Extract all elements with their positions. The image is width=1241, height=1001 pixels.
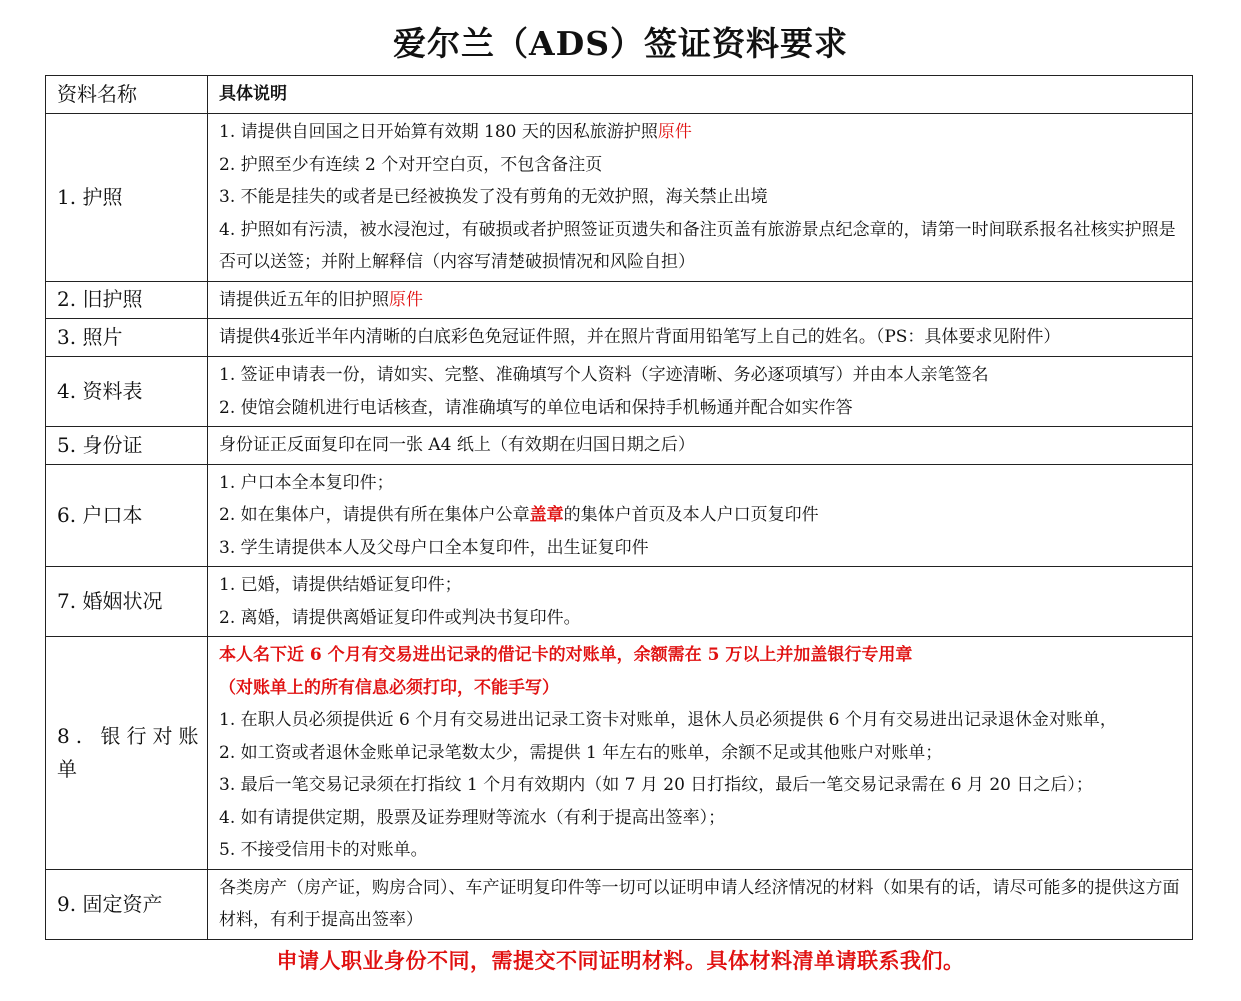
warning-line: 本人名下近 6 个月有交易进出记录的借记卡的对账单，余额需在 5 万以上并加盖银行专用章 — [219, 645, 913, 665]
row-desc-id-card — [208, 427, 1193, 465]
table-row-id-card — [46, 427, 1193, 465]
row-desc-household-register — [208, 464, 1193, 567]
row-name-id-card: 5. 身份证 — [46, 427, 208, 465]
table-row-household-register — [46, 464, 1193, 567]
table-row-passport — [46, 114, 1193, 282]
desc-line: 1. 请提供自回国之日开始算有效期 180 天的因私旅游护照原件 — [219, 122, 692, 142]
desc-line: 4. 护照如有污渍，被水浸泡过，有破损或者护照签证页遗失和备注页盖有旅游景点纪念章的，请第一时间联系报名社核实护照是否可以送签；并附上解释信（内容写清楚破损情况和风险自担） — [219, 219, 1176, 272]
desc-line: 4. 如有请提供定期，股票及证券理财等流水（有利于提高出签率）； — [219, 807, 726, 828]
row-desc-bank-statement — [208, 637, 1193, 870]
row-name-photo: 3. 照片 — [46, 319, 208, 357]
table-header-row — [46, 76, 1193, 114]
row-name-fixed-assets: 9. 固定资产 — [46, 869, 208, 939]
header-desc-cell: 具体说明 — [208, 76, 1193, 114]
desc-line: 5. 不接受信用卡的对账单。 — [219, 840, 428, 860]
desc-line: 2. 如工资或者退休金账单记录笔数太少，需提供 1 年左右的账单，余额不足或其他账户对账单； — [219, 742, 943, 763]
row-desc-fixed-assets — [208, 869, 1193, 939]
row-desc-passport — [208, 114, 1193, 282]
warning-line: （对账单上的所有信息必须打印，不能手写） — [219, 677, 559, 698]
desc-line: 3. 学生请提供本人及父母户口全本复印件，出生证复印件 — [219, 537, 649, 558]
original-highlight: 原件 — [389, 289, 423, 310]
requirements-table — [45, 75, 1193, 940]
header-name-cell: 资料名称 — [46, 76, 208, 114]
row-desc-old-passport — [208, 281, 1193, 319]
row-name-passport: 1. 护照 — [46, 114, 208, 282]
desc-line: 1. 签证申请表一份，请如实、完整、准确填写个人资料（字迹清晰、务必逐项填写）并由本人亲笔签名 — [219, 365, 989, 385]
row-name-marital-status: 7. 婚姻状况 — [46, 567, 208, 637]
row-desc-application-form — [208, 357, 1193, 427]
row-name-household-register: 6. 户口本 — [46, 464, 208, 567]
desc-line: 3. 不能是挂失的或者是已经被换发了没有剪角的无效护照，海关禁止出境 — [219, 187, 768, 207]
original-highlight: 原件 — [657, 122, 692, 142]
row-name-application-form: 4. 资料表 — [46, 357, 208, 427]
page-title: 爱尔兰（ADS）签证资料要求 — [392, 24, 849, 63]
row-desc-photo — [208, 319, 1193, 357]
desc-line: 身份证正反面复印在同一张 A4 纸上（有效期在归国日期之后） — [219, 435, 695, 455]
row-desc-marital-status — [208, 567, 1193, 637]
row-name-bank-statement: 8. 银行对账单 — [46, 637, 208, 870]
table-row-fixed-assets — [46, 869, 1193, 939]
stamp-highlight: 盖章 — [529, 505, 564, 525]
table-row-bank-statement — [46, 637, 1193, 870]
desc-line: 1. 已婚，请提供结婚证复印件； — [219, 575, 462, 595]
desc-line: 1. 在职人员必须提供近 6 个月有交易进出记录工资卡对账单，退休人员必须提供 6 个月有交易进出记录退休金对账单， — [219, 710, 1117, 730]
table-row-photo — [46, 319, 1193, 357]
row-name-old-passport: 2. 旧护照 — [46, 281, 208, 319]
desc-line: 2. 使馆会随机进行电话核查，请准确填写的单位电话和保持手机畅通并配合如实作答 — [219, 397, 853, 418]
desc-line: 请提供近五年的旧护照原件 — [219, 289, 423, 310]
desc-line: 1. 户口本全本复印件； — [219, 472, 394, 493]
table-row-application-form — [46, 357, 1193, 427]
desc-line: 2. 离婚，请提供离婚证复印件或判决书复印件。 — [219, 607, 581, 628]
table-row-old-passport — [46, 281, 1193, 319]
desc-line: 请提供4张近半年内清晰的白底彩色免冠证件照，并在照片背面用铅笔写上自己的姓名。（PS：具体要求见附件） — [219, 327, 1061, 348]
footer-notice: 申请人职业身份不同，需提交不同证明材料。具体材料清单请联系我们。 — [276, 948, 965, 973]
desc-line: 2. 护照至少有连续 2 个对开空白页，不包含备注页 — [219, 154, 603, 175]
table-row-marital-status — [46, 567, 1193, 637]
desc-line: 3. 最后一笔交易记录须在打指纹 1 个月有效期内（如 7 月 20 日打指纹，最后一笔交易记录需在 6 月 20 日之后）； — [219, 775, 1093, 795]
desc-line: 2. 如在集体户，请提供有所在集体户公章盖章的集体户首页及本人户口页复印件 — [219, 505, 819, 525]
desc-line: 各类房产（房产证，购房合同）、车产证明复印件等一切可以证明申请人经济情况的材料（如果有的话，请尽可能多的提供这方面材料，有利于提高出签率） — [219, 877, 1180, 930]
